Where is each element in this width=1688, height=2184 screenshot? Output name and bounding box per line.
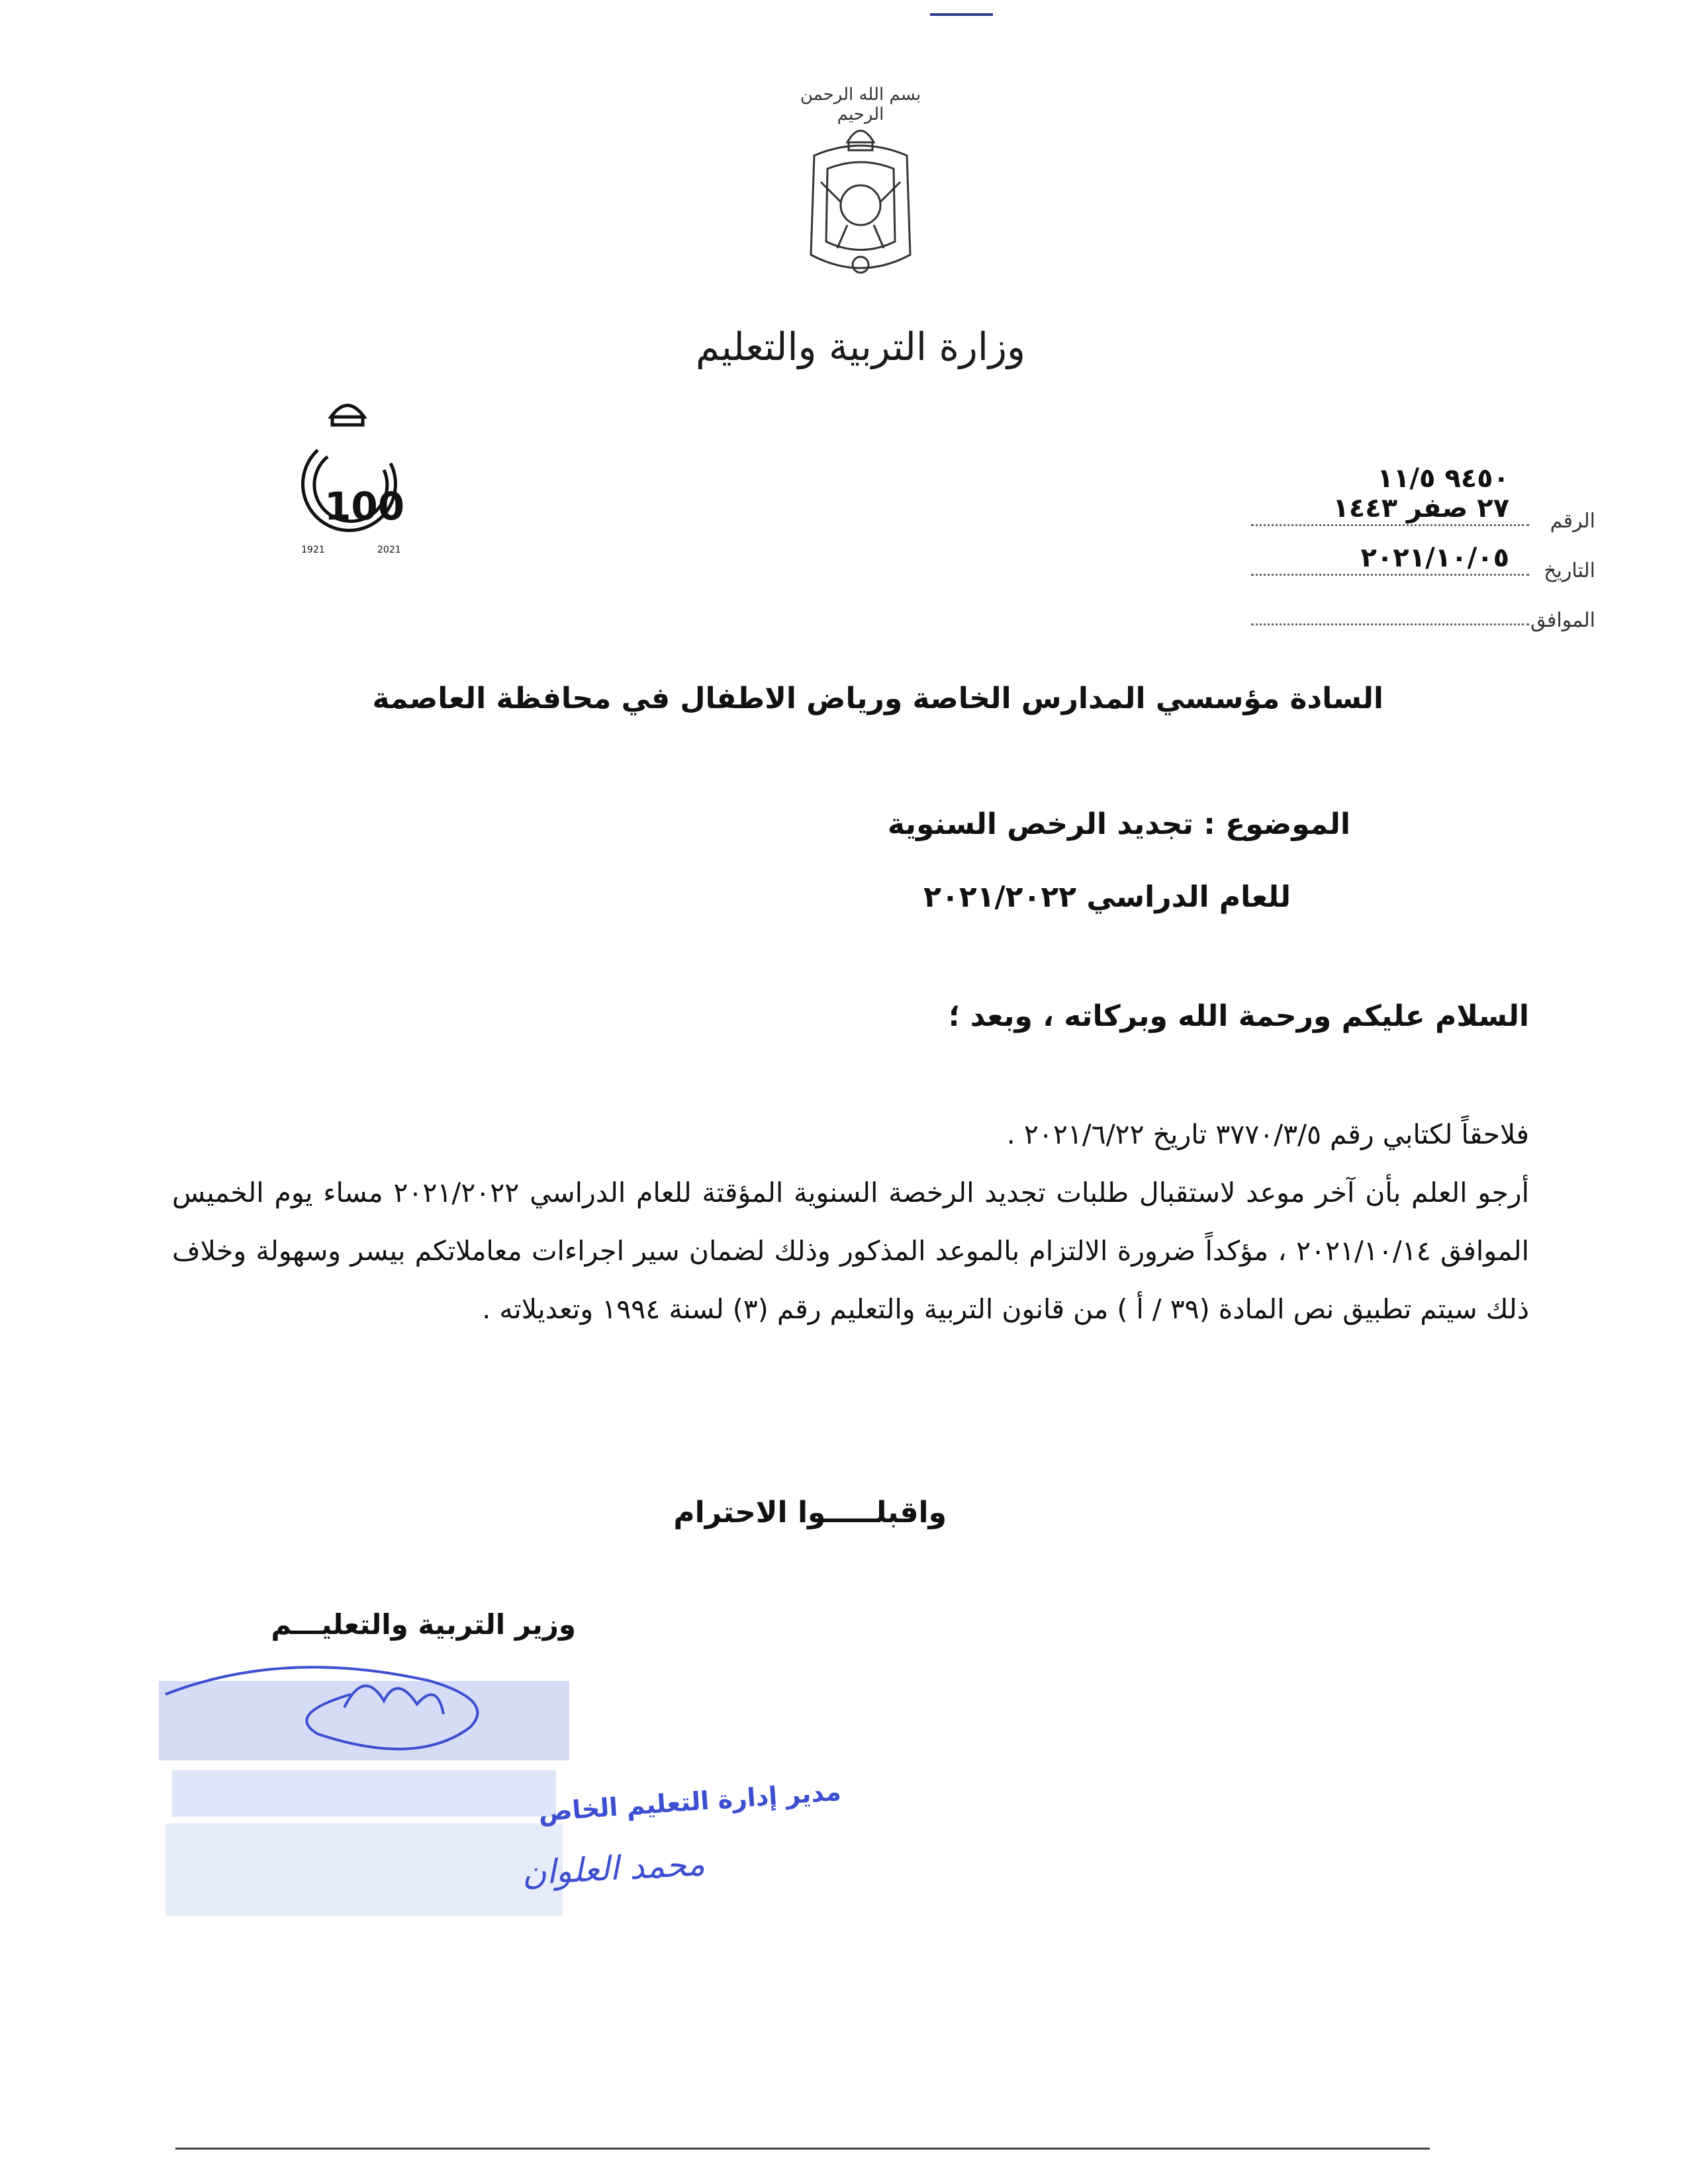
bismillah: بسم الله الرحمن الرحيم	[800, 85, 921, 124]
minister-title: وزير التربية والتعليـــم	[271, 1608, 576, 1641]
reference-number-value: ٩٤٥٠ ١١/٥	[1377, 463, 1509, 494]
body-paragraph: أرجو العلم بأن آخر موعد لاستقبال طلبات تجديد الرخصة السنوية المؤقتة للعام الدراسي ٢٠٢١/٢٠٢٢ مساء يوم الخميس الموافق ٢٠٢١/١٠/١٤ ، مؤكداً ضرورة الالتزام بالموعد المذكور وذلك لضمان سير اجراءات معاملاتكم بيسر وسهولة وخلاف ذلك سيتم تطبيق نص المادة (٣٩ / أ ) من قانون التربية والتعليم رقم (٣) لسنة ١٩٩٤ وتعديلاته .	[172, 1177, 1529, 1325]
greeting: السلام عليكم ورحمة الله وبركاته ، وبعد ؛	[948, 999, 1529, 1033]
svg-text:2021: 2021	[377, 545, 401, 555]
gregorian-date-value: ٢٠٢١/١٠/٠٥	[1360, 543, 1509, 573]
closing: واقبلـــــوا الاحترام	[673, 1496, 947, 1529]
corresponding-label: الموافق	[1530, 609, 1595, 632]
official-stamp-icon	[152, 1655, 842, 1933]
svg-text:مدير إدارة التعليم الخاص: مدير إدارة التعليم الخاص	[537, 1776, 842, 1827]
coat-of-arms-icon	[801, 116, 920, 288]
reference-number-row	[1251, 457, 1595, 496]
svg-text:1921: 1921	[301, 545, 325, 555]
scan-mark	[930, 13, 993, 16]
corresponding-row	[1251, 592, 1595, 632]
ministry-name: وزارة التربية والتعليم	[695, 324, 1025, 369]
date-label: التاريخ	[1544, 559, 1595, 582]
reference-line: فلاحقاً لكتابي رقم ٣٧٧٠/٣/٥ تاريخ ٢٠٢١/٦/٢٢ .	[1006, 1118, 1529, 1150]
date-dots	[1251, 574, 1529, 576]
subject: الموضوع : تجديد الرخص السنوية	[887, 807, 1350, 841]
corresponding-dots	[1251, 623, 1529, 625]
svg-text:محمد العلوان: محمد العلوان	[521, 1844, 706, 1893]
footer-divider	[175, 2148, 1430, 2150]
date-row	[1251, 543, 1595, 582]
hijri-date-value: ٢٧ صفر ١٤٤٣	[1333, 493, 1509, 523]
letter-body	[172, 1105, 1529, 1338]
addressee: السادة مؤسسي المدارس الخاصة ورياض الاطفال في محافظة العاصمة	[372, 682, 1383, 715]
centenary-logo-icon	[278, 390, 417, 563]
number-label: الرقم	[1550, 510, 1595, 533]
number-dots	[1251, 524, 1529, 526]
svg-text:100: 100	[324, 484, 405, 529]
academic-year: للعام الدراسي ٢٠٢١/٢٠٢٢	[923, 880, 1291, 914]
number-row	[1251, 493, 1595, 533]
